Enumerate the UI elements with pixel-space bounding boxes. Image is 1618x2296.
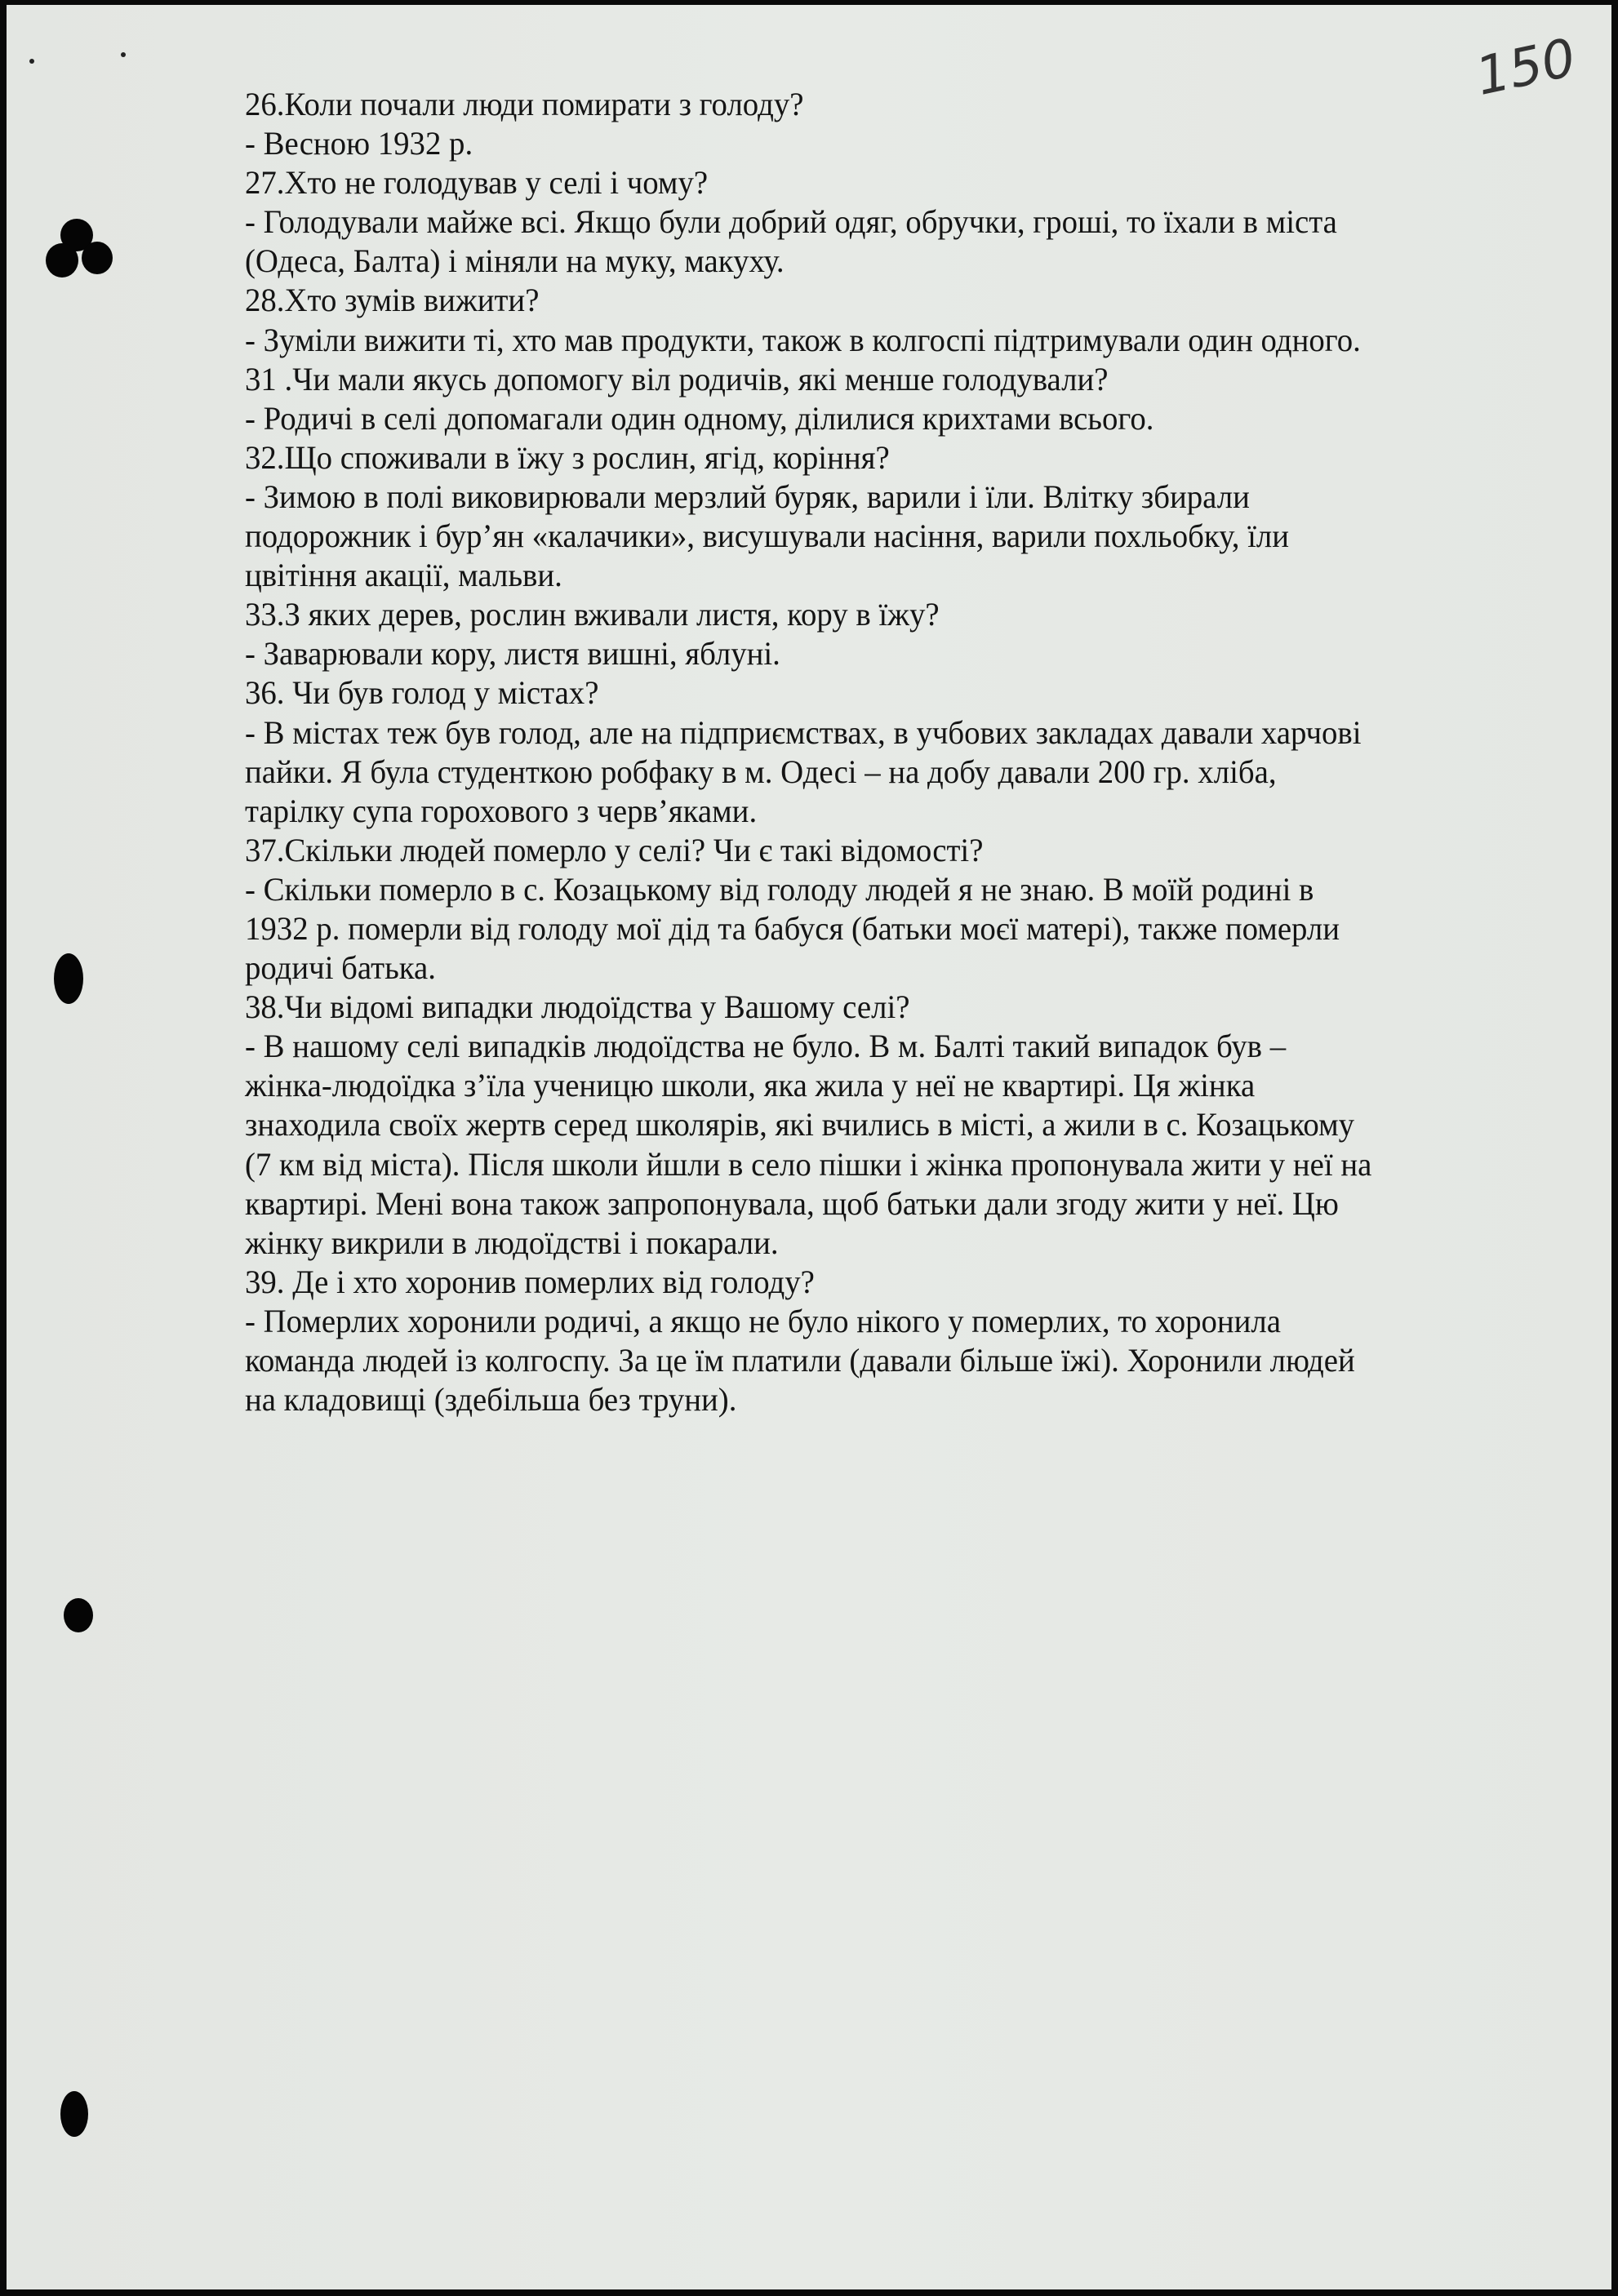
text-line: 39. Де і хто хоронив померлих від голоду?: [245, 1263, 815, 1300]
text-line: 37.Скільки людей померло у селі? Чи є такі відомості?: [245, 831, 984, 868]
speck: [29, 59, 34, 64]
text-line: 36. Чи був голод у містах?: [245, 674, 599, 712]
text-line: 31 .Чи мали якусь допомогу віл родичів, які менше голодували?: [245, 360, 1109, 397]
text-line: 32.Що споживали в їжу з рослин, ягід, коріння?: [245, 438, 890, 476]
text-line: 33.З яких дерев, рослин вживали листя, кору в їжу?: [245, 596, 940, 633]
text-line: 28.Хто зумів вижити?: [245, 282, 540, 319]
text-line: - Скільки померло в с. Козацькому від голоду людей я не знаю. В моїй родині в: [245, 870, 1314, 908]
text-line: квартирі. Мені вона також запропонувала, щоб батьки дали згоду жити у неї. Цю: [245, 1184, 1339, 1222]
speck: [121, 52, 126, 57]
punch-hole: [82, 242, 113, 274]
text-line: (Одеса, Балта) і міняли на муку, макуху.: [245, 242, 785, 280]
text-line: - Родичі в селі допомагали один одному, ділилися крихтами всього.: [245, 399, 1154, 437]
text-line: 26.Коли почали люди помирати з голоду?: [245, 86, 804, 122]
text-line: 38.Чи відомі випадки людоїдства у Вашому селі?: [245, 988, 910, 1026]
text-line: тарілку супа горохового з черв’яками.: [245, 792, 758, 829]
text-line: - Зуміли вижити ті, хто мав продукти, також в колгоспі підтримували один одного.: [245, 321, 1361, 358]
text-line: (7 км від міста). Після школи йшли в село пішки і жінка пропонувала жити у неї на: [245, 1145, 1372, 1183]
document-page: [7, 5, 1611, 2289]
text-line: цвітіння акації, мальви.: [245, 557, 562, 594]
text-line: - В нашому селі випадків людоїдства не було. В м. Балті такий випадок був –: [245, 1028, 1287, 1065]
punch-hole: [46, 243, 78, 278]
text-line: - Голодували майже всі. Якщо були добрий одяг, обручки, гроші, то їхали в міста: [245, 203, 1337, 241]
text-line: 1932 р. померли від голоду мої дід та бабуся (батьки моєї матері), также померли: [245, 909, 1340, 947]
text-line: пайки. Я була студенткою робфаку в м. Одесі – на добу давали 200 гр. хліба,: [245, 753, 1277, 790]
text-line: родичі батька.: [245, 949, 436, 987]
interview-text: [245, 85, 1371, 1419]
punch-hole: [60, 2091, 88, 2137]
text-line: жінку викрили в людоїдстві і покарали.: [245, 1223, 779, 1261]
text-line: знаходила своїх жертв серед школярів, які вчились в місті, а жили в с. Козацькому: [245, 1106, 1355, 1144]
text-line: - Зимою в полі виковирювали мерзлий буряк, варили і їли. Влітку збирали: [245, 477, 1250, 515]
text-line: - Померлих хоронили родичі, а якщо не було нікого у померлих, то хоронила: [245, 1302, 1282, 1339]
text-line: подорожник і бур’ян «калачики», висушували насіння, варили похльобку, їли: [245, 517, 1290, 555]
punch-hole: [54, 953, 83, 1004]
text-line: - Заварювали кору, листя вишні, яблуні.: [245, 635, 780, 673]
text-line: - В містах теж був голод, але на підприємствах, в учбових закладах давали харчові: [245, 713, 1362, 751]
punch-hole: [64, 1598, 93, 1632]
text-line: команда людей із колгоспу. За це їм платили (давали більше їжі). Хоронили людей: [245, 1342, 1355, 1379]
text-line: на кладовищі (здебільша без труни).: [245, 1381, 737, 1419]
text-line: 27.Хто не голодував у селі і чому?: [245, 164, 709, 202]
text-line: - Весною 1932 р.: [245, 125, 473, 162]
handwritten-page-number: 150: [1470, 28, 1581, 108]
text-line: жінка-людоїдка з’їла ученицю школи, яка жила у неї не квартирі. Ця жінка: [245, 1067, 1256, 1104]
